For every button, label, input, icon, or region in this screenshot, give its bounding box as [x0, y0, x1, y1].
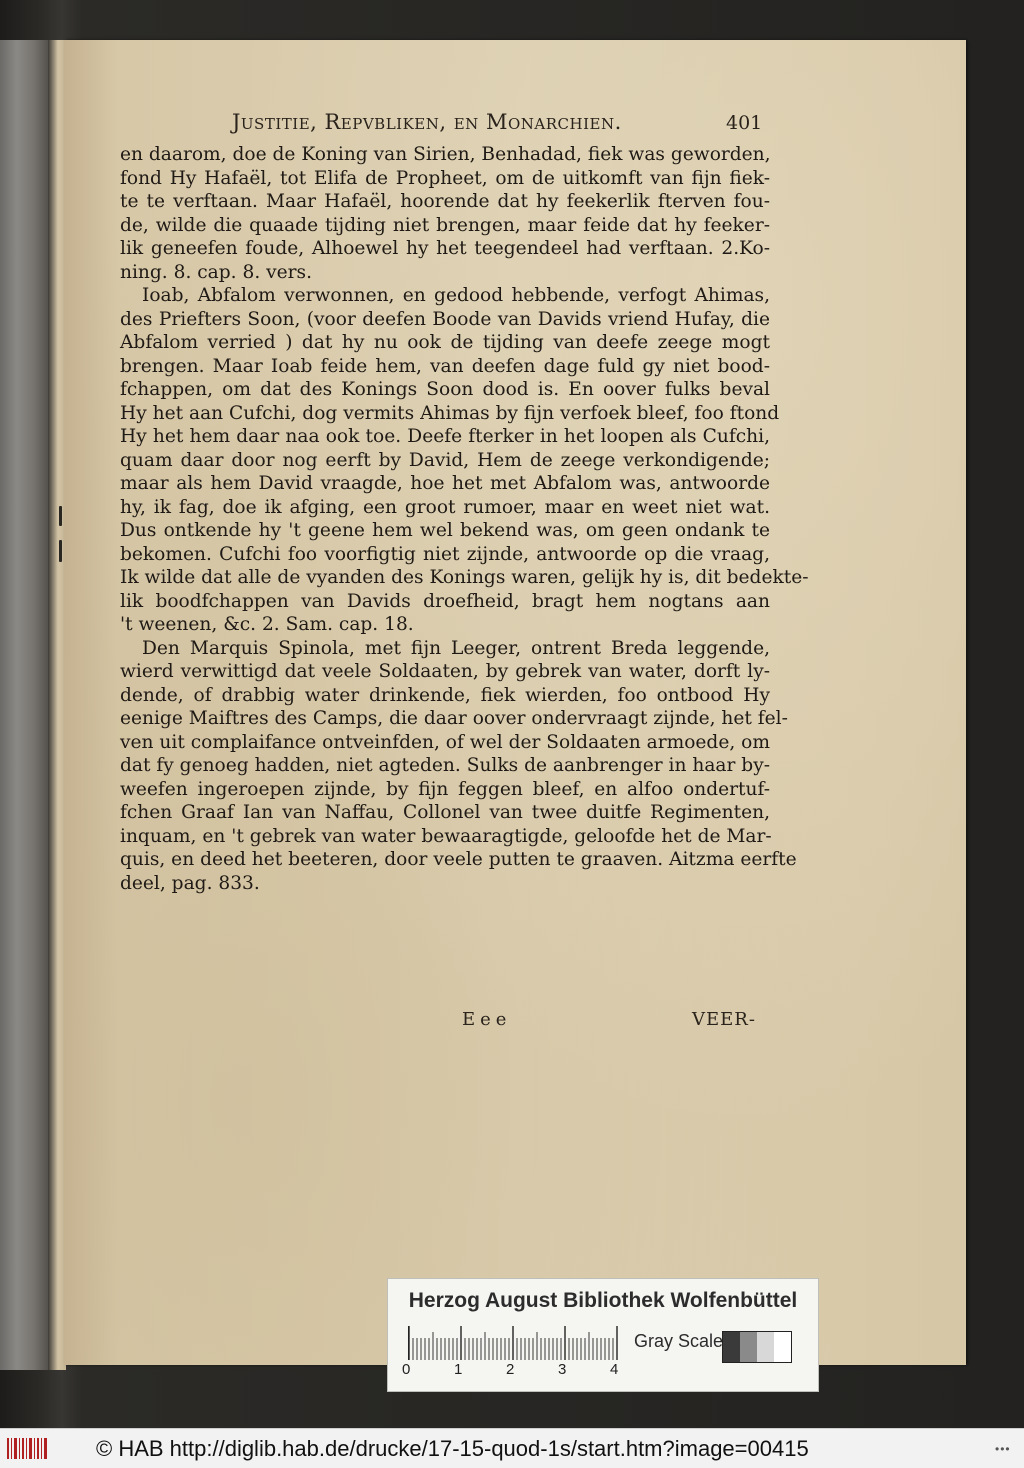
text-line: lik boodfchappen van Davids droefheid, bragt hem nogtans aan — [120, 590, 770, 612]
scale-number: 2 — [506, 1361, 515, 1378]
signature-mark: Eee — [462, 1009, 512, 1030]
library-label — [387, 1278, 819, 1392]
text-line: fond Hy Hafaël, tot Elifa de Propheet, om de uitkomft van fijn fiek- — [120, 167, 770, 189]
footer-bar — [0, 1428, 1024, 1468]
text-line: te te verftaan. Maar Hafaël, hoorende dat hy feekerlik fterven fou- — [120, 191, 770, 212]
body-text — [120, 143, 809, 895]
text-line: dende, of drabbig water drinkende, fiek wierden, foo ontbood Hy — [120, 684, 770, 706]
text-line: des Priefters Soon, (voor deefen Boode van Davids vriend Hufay, die — [120, 308, 770, 330]
library-name: Herzog August Bibliothek Wolfenbüttel — [408, 1289, 798, 1312]
text-line: deel, pag. 833. — [120, 872, 260, 894]
text-line: Den Marquis Spinola, met fijn Leeger, ontrent Breda leggende, — [142, 637, 770, 659]
gray-swatch — [757, 1332, 774, 1362]
gutter-mark — [59, 506, 62, 526]
running-head: Justitie, Repvbliken, en Monarchien. — [232, 110, 622, 134]
text-line: inquam, en 't gebrek van water bewaaragtigde, geloofde het de Mar- — [120, 825, 772, 847]
scale-number: 4 — [610, 1361, 619, 1378]
text-line: fchappen, om dat des Konings Soon dood is. En oover fulks beval — [120, 379, 770, 400]
text-line: hy, ik fag, doe ik afging, een groot rumoer, maar en weet niet wat. — [120, 496, 770, 518]
more-icon[interactable]: ••• — [995, 1442, 1011, 1456]
text-line: ven uit complaifance ontveinfden, of wel der Soldaaten armoede, om — [120, 731, 770, 753]
text-line: maar als hem David vraagde, hoe het met Abfalom was, antwoorde — [120, 473, 770, 494]
scale-number: 3 — [558, 1361, 567, 1378]
text-line: lik geneefen foude, Alhoewel hy het teegendeel had verftaan. 2.Ko- — [120, 238, 770, 259]
page-number: 401 — [726, 112, 763, 134]
gray-swatch — [774, 1332, 791, 1362]
text-line: quam daar door nog eerft by David, Hem de zeege verkondigende; — [120, 449, 770, 471]
text-line: 't weenen, &c. 2. Sam. cap. 18. — [120, 614, 414, 635]
text-line: ning. 8. cap. 8. vers. — [120, 261, 312, 283]
text-line: de, wilde die quaade tijding niet brengen, maar feide dat hy feeker- — [120, 214, 770, 236]
text-line: weefen ingeroepen zijnde, by fijn feggen bleef, en alfoo ondertuf- — [120, 778, 770, 800]
catchword: VEER- — [692, 1009, 756, 1030]
gray-scale-swatches — [722, 1331, 792, 1363]
barcode-logo-icon — [6, 1435, 50, 1462]
text-line: brengen. Maar Ioab feide hem, van deefen dage fuld gy niet bood- — [120, 355, 770, 377]
text-line: fchen Graaf Ian van Naffau, Collonel van twee duitfe Regimenten, — [120, 802, 770, 823]
text-line: quis, en deed het beeteren, door veele putten te graaven. Aitzma eerfte — [120, 849, 797, 870]
text-line: Hy het hem daar naa ook toe. Deefe fterker in het loopen als Cufchi, — [120, 426, 770, 447]
scale-number: 0 — [402, 1361, 411, 1378]
copyright-url[interactable]: © HAB http://diglib.hab.de/drucke/17-15-quod-1s/start.htm?image=00415 — [96, 1436, 809, 1461]
scale-ruler — [408, 1324, 620, 1362]
text-line: wierd verwittigd dat veele Soldaaten, by gebrek van water, dorft ly- — [120, 661, 770, 682]
scale-number: 1 — [454, 1361, 463, 1378]
gutter-mark — [59, 540, 62, 562]
gray-swatch — [740, 1332, 757, 1362]
previous-page-edge — [0, 40, 48, 1370]
text-line: Hy het aan Cufchi, dog vermits Ahimas by fijn verfoek bleef, foo ftond — [120, 402, 780, 424]
text-line: Ik wilde dat alle de vyanden des Konings waren, gelijk hy is, dit bedekte- — [120, 567, 809, 588]
gray-swatch — [723, 1332, 740, 1362]
text-line: dat fy genoeg hadden, niet agteden. Sulks de aanbrenger in haar by- — [120, 755, 770, 776]
gray-scale-label: Gray Scale — [634, 1331, 724, 1351]
text-line: Abfalom verried ) dat hy nu ook de tijding van deefe zeege mogt — [120, 332, 770, 353]
text-line: eenige Maiftres des Camps, die daar oover ondervraagt zijnde, het fel- — [120, 708, 788, 729]
text-line: bekomen. Cufchi foo voorfigtig niet zijnde, antwoorde op die vraag, — [120, 543, 770, 565]
text-line: Ioab, Abfalom verwonnen, en gedood hebbende, verfogt Ahimas, — [142, 285, 770, 306]
scale-numbers — [402, 1361, 632, 1381]
text-line: en daarom, doe de Koning van Sirien, Benhadad, fiek was geworden, — [120, 144, 771, 165]
text-line: Dus ontkende hy 't geene hem wel bekend was, om geen ondank te — [120, 520, 770, 541]
